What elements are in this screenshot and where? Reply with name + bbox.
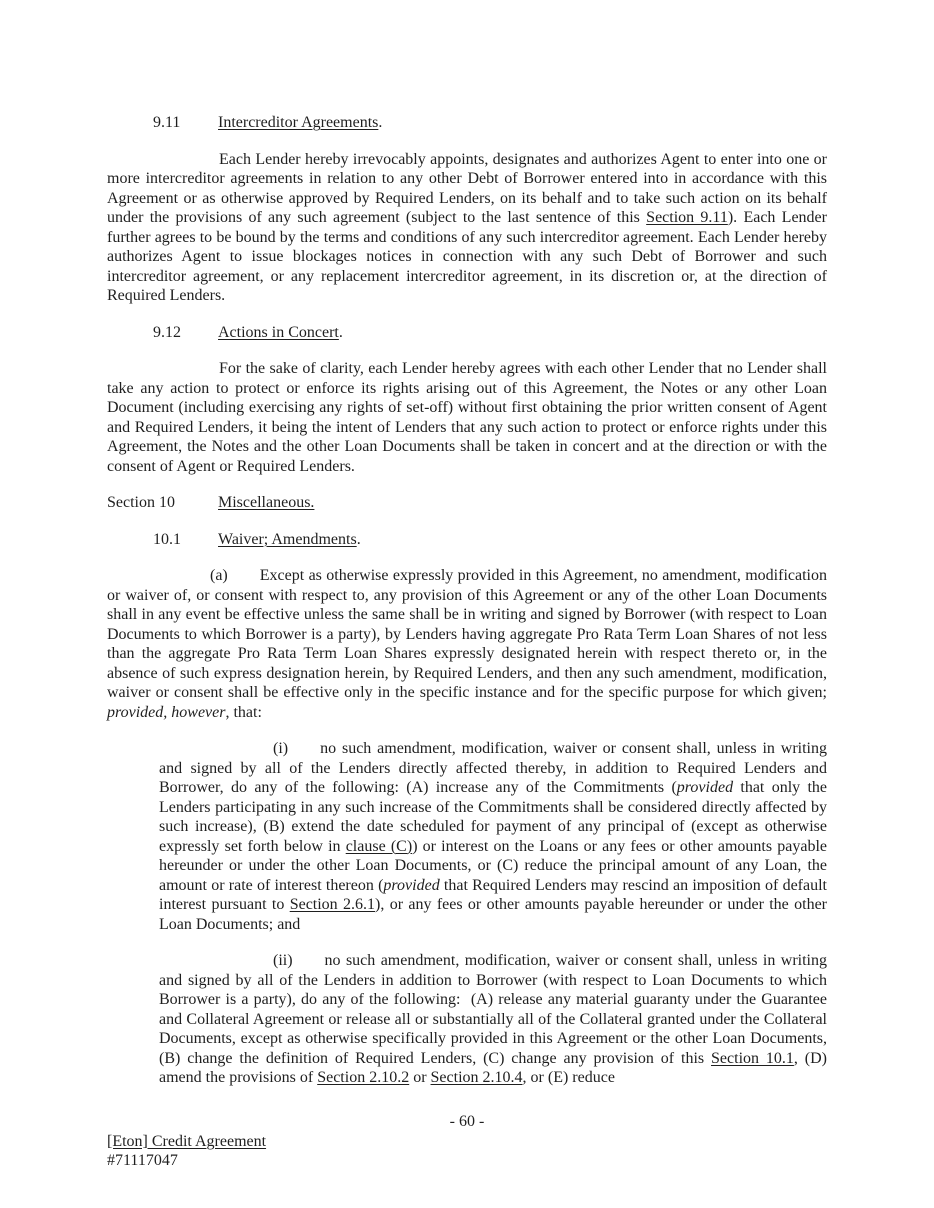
- heading-10-1: [107, 530, 827, 550]
- heading-section-10-number: Section 10: [107, 494, 175, 511]
- heading-9-11-title: Intercreditor Agreements: [218, 114, 379, 131]
- clause-ii-paragraph: (ii) no such amendment, modification, waiver or consent shall, unless in writing and signed by all of the Lenders in addition to Borrower (with respect to Loan Documents to which Borrower is a party), do any of the following: (A) release any material guaranty under the Guarantee and Collateral Agreement or release all or substantially all of the Collateral granted under the Collateral Documents, except as otherwise specifically provided in this Agreement or the other Loan Documents, (B) change the definition of Required Lenders, (C) change any provision of this Section 10.1, (D) amend the provisions of Section 2.10.2 or Section 2.10.4, or (E) reduce: [159, 952, 828, 1086]
- heading-9-11: [107, 113, 827, 133]
- clause-a-paragraph: (a) Except as otherwise expressly provided in this Agreement, no amendment, modification or waiver of, or consent with respect to, any provision of this Agreement or any of the other Loan Documents shall in any event be effective unless the same shall be in writing and signed by Borrower (with respect to Loan Documents to which Borrower is a party), by Lenders having aggregate Pro Rata Term Loan Shares of not less than the aggregate Pro Rata Term Loan Shares expressly designated herein with respect thereto or, in the absence of such express designation herein, by Required Lenders, and then any such amendment, modification, waiver or consent shall be effective only in the specific instance and for the specific purpose for which given; provided, however, that:: [107, 567, 827, 721]
- paragraph-9-11: Each Lender hereby irrevocably appoints, designates and authorizes Agent to enter into one or more intercreditor agreements in relation to any other Debt of Borrower entered into in accordance with this Agreement or as otherwise approved by Required Lenders, on its behalf and to take such action on its behalf under the provisions of any such agreement (subject to the last sentence of this Section 9.11). Each Lender further agrees to be bound by the terms and conditions of any such intercreditor agreement. Each Lender hereby authorizes Agent to issue blockages notices in connection with any such Debt of Borrower and such intercreditor agreement, or any replacement intercreditor agreement, in its discretion or, at the direction of Required Lenders.: [107, 150, 827, 304]
- paragraph-9-12: For the sake of clarity, each Lender hereby agrees with each other Lender that no Lender shall take any action to protect or enforce its rights arising out of this Agreement, the Notes or any other Loan Document (including exercising any rights of set-off) without first obtaining the prior written consent of Agent and Required Lenders, it being the intent of Lenders that any such action to protect or enforce rights under this Agreement, the Notes and the other Loan Documents shall be taken in concert and at the direction or with the consent of Agent or Required Lenders.: [107, 360, 827, 475]
- heading-9-11-suffix: .: [378, 114, 383, 131]
- document-body: [107, 113, 827, 1105]
- heading-9-12-title: Actions in Concert: [218, 323, 339, 341]
- page-footer: [107, 1112, 827, 1171]
- footer-document-id: #71117047: [107, 1152, 178, 1169]
- heading-10-1-suffix: .: [356, 530, 361, 548]
- heading-10-1-number: 10.1: [153, 530, 181, 548]
- footer-document-title: [Eton] Credit Agreement: [107, 1132, 267, 1150]
- heading-section-10: [107, 493, 827, 513]
- heading-10-1-title: Waiver; Amendments: [218, 530, 357, 548]
- heading-section-10-title: Miscellaneous.: [218, 494, 315, 511]
- heading-9-11-number: 9.11: [153, 114, 181, 131]
- page-number: - 60 -: [449, 1113, 485, 1130]
- heading-9-12: [107, 323, 827, 343]
- heading-9-12-suffix: .: [338, 323, 343, 341]
- clause-i-paragraph: (i) no such amendment, modification, waiver or consent shall, unless in writing and signed by all of the Lenders directly affected thereby, in addition to Required Lenders and Borrower, do any of the following: (A) increase any of the Commitments (provided that only the Lenders participating in any such increase of the Commitments shall be considered directly affected by such increase), (B) extend the date scheduled for payment of any principal of (except as otherwise expressly set forth below in clause (C)) or interest on the Loans or any fees or other amounts payable hereunder or under the other Loan Documents, or (C) reduce the principal amount of any Loan, the amount or rate of interest thereon (provided that Required Lenders may rescind an imposition of default interest pursuant to Section 2.6.1), or any fees or other amounts payable hereunder or under the other Loan Documents; and: [159, 740, 828, 933]
- heading-9-12-number: 9.12: [153, 323, 181, 341]
